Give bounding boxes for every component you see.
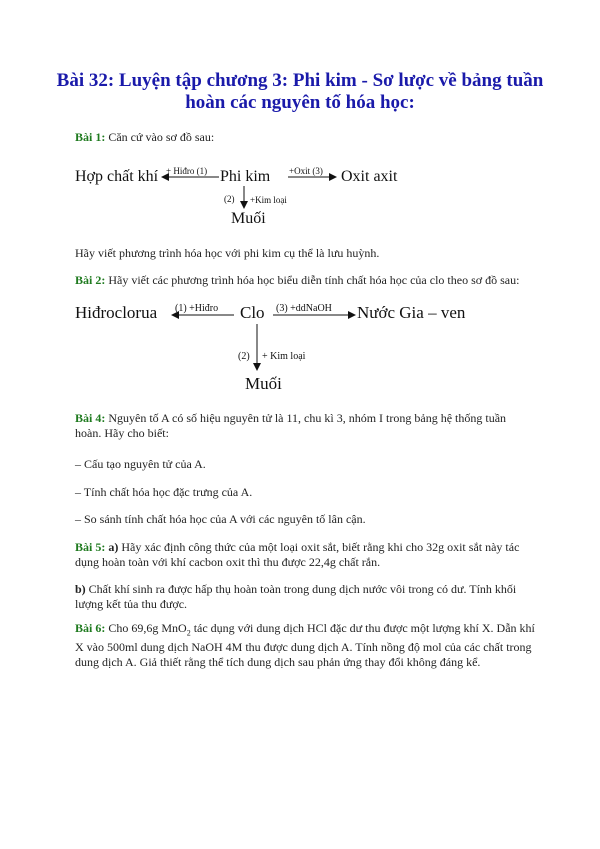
bai2-label: Bài 2: [75,273,106,287]
diagram2-arrow-down-num: (2) [238,351,250,362]
diagram2-arrow-left-label: (1) +Hiđro [175,303,219,314]
diagram1-arrow-right-label: +Oxit (3) [289,166,323,176]
diagram1-center: Phi kim [220,168,271,185]
bai4-item: – So sánh tính chất hóa học của A với các nguyên tố lân cận. [75,512,366,526]
bai6-text-2: tác dụng với dung dịch HCl đặc dư thu được một lượng khí X. Dẫn khí X vào 500ml dung dịch NaOH 4M thu được dung dịch A. Tính nồng độ mol của các chất trong dung dịch A. Giả thiết rằng thể tích dung dịch sau phản ứng thay đổi không đáng kể. [75,621,535,670]
bai5-label: Bài 5: [75,540,106,554]
bai5-b-text: Chất khí sinh ra được hấp thụ hoàn toàn trong dung dịch nước vôi trong có dư. Tính khối lượng kết tủa thu được. [75,582,517,611]
diagram2-center: Clo [240,303,265,322]
diagram1-right: Oxit axit [341,168,398,185]
diagram2-bottom: Muối [245,374,282,393]
bai1-question: Hãy viết phương trình hóa học với phi kim cụ thể là lưu huỳnh. [75,246,380,260]
diagram2-arrow-right-label: (3) +ddNaOH [276,303,332,314]
bai1-text: Căn cứ vào sơ đồ sau: [105,130,215,144]
bai5-a-text: Hãy xác định công thức của một loại oxit sắt, biết rằng khi cho 32g oxit sắt này tác dụng hoàn toàn với khí cacbon oxit thì thu được 22,4g chất rắn. [75,540,520,569]
diagram1-arrow-down-label: +Kim loại [250,195,287,205]
diagram1-bottom: Muối [231,210,266,227]
bai6-text-1: Cho 69,6g MnO [105,621,187,635]
bai6-prompt [75,621,535,670]
bai6-label: Bài 6: [75,621,106,635]
diagram1-arrow-down-num: (2) [224,194,235,204]
bai6-subscript: 2 [186,628,191,638]
diagram2-arrow-down-label: + Kim loại [262,351,306,362]
bai4-prompt [75,411,535,441]
bai1-label: Bài 1: [75,130,106,144]
diagram-1 [75,166,398,227]
bai2-text: Hãy viết các phương trình hóa học biểu diễn tính chất hóa học của clo theo sơ đồ sau: [105,273,520,287]
diagram1-left: Hợp chất khí [75,168,159,185]
bai5-a-label: a) [108,540,119,554]
bai4-item: – Cấu tạo nguyên tử của A. [75,457,206,471]
bai5-b-label: b) [75,582,86,596]
diagram2-left: Hiđroclorua [75,303,158,322]
bai4-text: Nguyên tố A có số hiệu nguyên tử là 11, chu kì 3, nhóm I trong bảng hệ thống tuần hoàn. Hãy cho biết: [75,411,507,440]
bai4-label: Bài 4: [75,411,106,425]
bai4-item: – Tính chất hóa học đặc trưng của A. [75,485,253,499]
diagram1-arrow-left-label: + Hiđro (1) [166,166,208,176]
bai5-b [75,582,535,612]
diagram-2 [75,303,466,393]
diagram2-right: Nước Gia – ven [357,303,466,322]
page-title: Bài 32: Luyện tập chương 3: Phi kim - Sơ lược về bảng tuần hoàn các nguyên tố hóa học: [56,70,544,113]
bai5-a [75,540,535,570]
bai2-prompt [75,273,535,288]
